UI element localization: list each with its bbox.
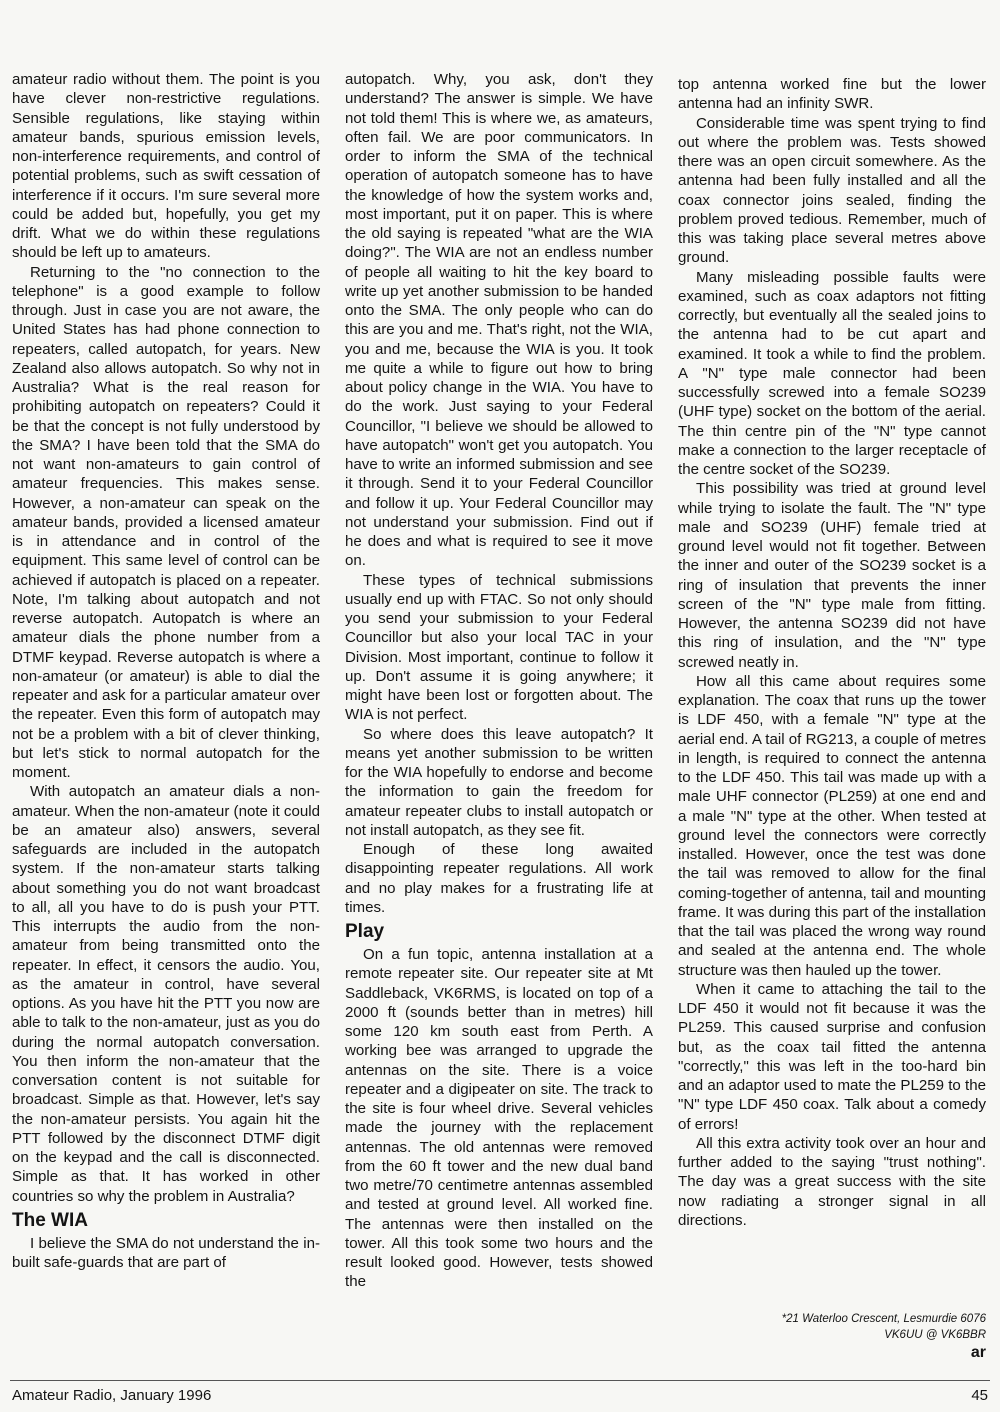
paragraph: This possibility was tried at ground level while trying to isolate the fault. The "N" type male and SO239 (UHF) female tried at ground level would not fit together. Between the inner and outer of the SO239 socket is a ring of insulation that prevents the inner screen of the "N" type male from fitting. However, the antenna SO239 did not have this ring of insulation, and the "N" type screwed neatly in. bbox=[678, 480, 986, 671]
article-end-mark: ar bbox=[970, 1344, 986, 1361]
paragraph: With autopatch an amateur dials a non-amateur. When the non-amateur (note it could be an amateur also) answers, several safeguards are included in the autopatch system. If the non-amateur starts talking about something you do not want broadcast to all, all you have to do is push your PTT. This interrupts the audio from the non-amateur from being transmitted onto the repeater. In effect, it censors the audio. You, as the amateur in control, have several options. As you have hit the PTT you now are able to talk to the non-amateur, just as you do during the normal autopatch conversation. You then inform the non-amateur that the conversation content is not suitable for broadcast. Simple as that. However, let's say the non-amateur persists. You again hit the PTT followed by the disconnect DTMF digit on the keypad and the call is disconnected. Simple as that. It has worked in other countries so why the problem in Australia? bbox=[12, 783, 320, 1205]
paragraph: Many misleading possible faults were examined, such as coax adaptors not fitting correctly, but eventually all the sealed joins to the antenna had to be cut apart and examined. It took a while to find the problem. A "N" type male connector had been successfully screwed into a female SO239 (UHF type) socket on the bottom of the aerial. The thin centre pin of the "N" type cannot make a connection to the larger receptacle of the centre socket of the SO239. bbox=[678, 268, 986, 478]
paragraph: amateur radio without them. The point is you have clever non-restrictive regulations. Sensible regulations, like staying within amateur bands, spurious emission levels, non-interference requirements, and control of potential problems, such as swift cessation of interference if it occurs. I'm sure several more could be added but, hopefully, you get my drift. What we do within these regulations should be left up to amateurs. bbox=[12, 71, 320, 262]
paragraph: Considerable time was spent trying to find out where the problem was. Tests showed there was an open circuit somewhere. As the antenna had been fully installed and all the coax connector joins sealed, finding the problem proved tedious. Remember, much of this was taking place several metres above ground. bbox=[678, 114, 986, 267]
article-column-2 bbox=[345, 70, 653, 1292]
author-address: *21 Waterloo Crescent, Lesmurdie 6076 bbox=[781, 1313, 986, 1325]
author-callsign: VK6UU @ VK6BBR bbox=[884, 1329, 986, 1341]
paragraph: So where does this leave autopatch? It means yet another submission to be written for the WIA hopefully to endorse and become the information to gain the freedom for amateur repeater clubs to install autopatch or not install autopatch, as they see fit. bbox=[345, 725, 653, 839]
paragraph: top antenna worked fine but the lower antenna had an infinity SWR. bbox=[678, 76, 986, 113]
paragraph: All this extra activity took over an hour and further added to the saying "trust nothing". The day was a great success with the site now radiating a stronger signal in all directions. bbox=[678, 1134, 986, 1229]
paragraph: Enough of these long awaited disappointing repeater regulations. All work and no play makes for a frustrating life at times. bbox=[345, 841, 653, 916]
paragraph: I believe the SMA do not understand the in-built safe-guards that are part of bbox=[12, 1234, 320, 1271]
paragraph: When it came to attaching the tail to the LDF 450 it would not fit because it was the PL259. This caused surprise and confusion but, as the coax tail fitted the antenna "correctly," this was left in the too-hard bin and an adaptor used to mate the PL259 to the "N" type LDF 450 coax. Talk about a comedy of errors! bbox=[678, 980, 986, 1133]
paragraph: How all this came about requires some explanation. The coax that runs up the tower is LDF 450, with a female "N" type at the aerial end. A tail of RG213, a couple of metres in length, is required to connect the antenna to the LDF 450. This tail was made up with a male UHF connector (PL259) at one end and a male "N" type at the other. When tested at ground level the connectors were correctly installed. However, once the test was done the tail was removed to allow for the final coming-together of antenna, tail and mounting frame. It was during this part of the installation that the tail was placed the wrong way round and sealed at the antenna end. The whole structure was then hauled up the tower. bbox=[678, 672, 986, 979]
article-column-3 bbox=[678, 75, 986, 1230]
article-column-1 bbox=[12, 70, 320, 1272]
section-heading-the-wia: The WIA bbox=[12, 1209, 88, 1231]
section-heading-play: Play bbox=[345, 921, 385, 942]
page-number: 45 bbox=[971, 1387, 988, 1404]
publication-footer: Amateur Radio, January 1996 bbox=[12, 1387, 212, 1404]
paragraph: autopatch. Why, you ask, don't they understand? The answer is simple. We have not told them! This is where we, as amateurs, often fail. We are poor communicators. In order to inform the SMA of the technical operation of autopatch someone has to have the knowledge of how the system works and, most important, put it on paper. This is where the old saying is repeated "what are the WIA doing?". The WIA are not an endless number of people all waiting to hit the key board to write up yet another submission to be handed onto the SMA. The only people who can do this are you and me. That's right, not the WIA, you and me, because the WIA is you. It took me quite a while to figure out how to bring about policy change in the WIA. You have to do the work. Just saying to your Federal Councillor, "I believe we should be allowed to have autopatch" won't get you autopatch. You have to write an informed submission and see it through. Send it to your Federal Councillor and follow it up. Your Federal Councillor may not understand your submission. Find out if he does and what is required to see it move on. bbox=[345, 71, 653, 570]
paragraph: These types of technical submissions usually end up with FTAC. So not only should you send your submission to your Federal Councillor but also your local TAC in your Division. Most important, continue to follow it up. Don't assume it is going anywhere; it might have been lost or forgotten about. The WIA is not perfect. bbox=[345, 571, 653, 724]
footer-divider bbox=[10, 1380, 990, 1381]
paragraph: On a fun topic, antenna installation at a remote repeater site. Our repeater site at Mt Saddleback, VK6RMS, is located on top of a 2000 ft (sounds better than in metres) hill some 120 km south east from Perth. A working bee was arranged to upgrade the antennas on the site. There is a voice repeater and a digipeater on site. The track to the site is four wheel drive. Several vehicles made the journey with the replacement antennas. The old antennas were removed from the 60 ft tower and the new dual band two metre/70 centimetre antennas assembled and tested at ground level. All worked fine. The antennas were then installed on the tower. All this took some two hours and the result looked good. However, tests showed the bbox=[345, 946, 653, 1291]
paragraph: Returning to the "no connection to the telephone" is a good example to follow through. Just in case you are not aware, the United States has had phone connection to repeaters, called autopatch, for years. New Zealand also allows autopatch. So why not in Australia? What is the real reason for prohibiting autopatch on repeaters? Could it be that the concept is not fully understood by the SMA? I have been told that the SMA do not want non-amateurs to gain control of amateur frequencies. This makes sense. However, a non-amateur can speak on the amateur bands, provided a licensed amateur is in attendance and in control of the equipment. This same level of control can be achieved if autopatch is placed on a repeater. Note, I'm talking about autopatch and not reverse autopatch. Autopatch is where an amateur dials the phone number from a DTMF keypad. Reverse autopatch is where a non-amateur (or amateur) is able to dial the repeater and ask for a particular amateur over the repeater. Even this form of autopatch may not be a problem with a bit of clever thinking, but let's stick to normal autopatch for the moment. bbox=[12, 263, 320, 781]
